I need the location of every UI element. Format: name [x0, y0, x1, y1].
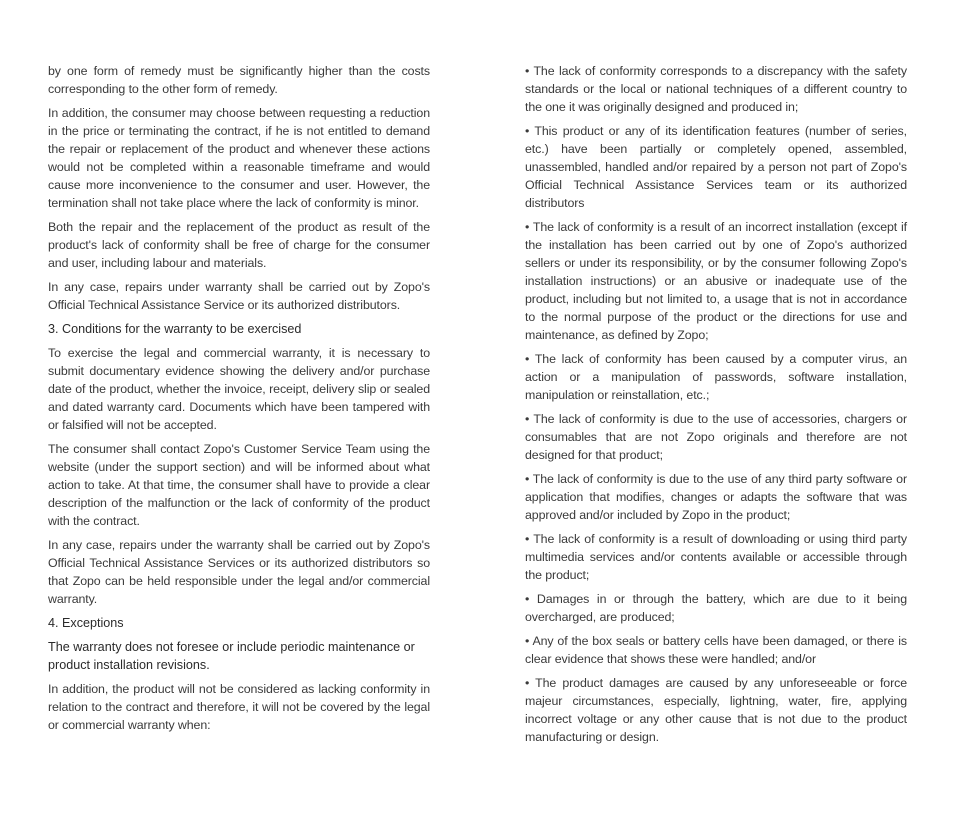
section-heading-conditions: 3. Conditions for the warranty to be exercised: [48, 322, 302, 336]
exception-bullet: • The lack of conformity is a result of an incorrect installation (except if the installation has been carried out by one of Zopo's authorized sellers or under its responsibility, or by the consumer following Zopo's installation instructions) or an abusive or inadequate use of the product, including but not limited to, a usage that is not in accordance to the normal purpose of the product or the directions for use and maintenance, as defined by Zopo;: [525, 220, 907, 342]
exception-bullet: • The lack of conformity is due to the use of any third party software or application that modifies, changes or adapts the software that was approved and/or included by Zopo in the product;: [525, 472, 907, 522]
paragraph-documentary-evidence: To exercise the legal and commercial warranty, it is necessary to submit documentary evidence showing the delivery and/or purchase date of the product, whether the invoice, receipt, delivery slip or sealed and dated warranty card. Documents which have been tampered with or falsified will not be accepted.: [48, 346, 430, 432]
exception-bullet: • The product damages are caused by any unforeseeable or force majeur circumstances, especially, lightning, water, fire, applying incorrect voltage or any other cause that is not due to the product manufacturing or design.: [525, 676, 907, 744]
paragraph-lacking-conformity: In addition, the product will not be considered as lacking conformity in relation to the contract and therefore, it will not be covered by the legal or commercial warranty when:: [48, 682, 430, 732]
paragraph-authorized-repairs: In any case, repairs under the warranty shall be carried out by Zopo's Official Technical Assistance Services or its authorized distributors so that Zopo can be held responsible under the legal and/or commercial warranty.: [48, 538, 430, 606]
paragraph-remedy-cost: by one form of remedy must be significantly higher than the costs corresponding to the other form of remedy.: [48, 64, 430, 96]
exception-bullet: • The lack of conformity is a result of downloading or using third party multimedia services and/or contents available or accessible through the product;: [525, 532, 907, 582]
exception-bullet: • The lack of conformity is due to the use of accessories, chargers or consumables that are not Zopo originals and therefore are not designed for that product;: [525, 412, 907, 462]
exception-bullet: • The lack of conformity corresponds to a discrepancy with the safety standards or the local or national techniques of a different country to the one it was originally designed and produced in;: [525, 64, 907, 114]
exception-bullet: • Damages in or through the battery, which are due to it being overcharged, are produced;: [525, 592, 907, 624]
paragraph-free-repair: Both the repair and the replacement of the product as result of the product's lack of conformity shall be free of charge for the consumer and user, including labour and materials.: [48, 220, 430, 270]
exception-bullet: • This product or any of its identification features (number of series, etc.) have been partially or completely opened, assembled, unassembled, handled and/or repaired by a person not part of Zopo's Official Technical Assistance Services team or its authorized distributors: [525, 124, 907, 210]
paragraph-price-reduction: In addition, the consumer may choose between requesting a reduction in the price or terminating the contract, if he is not entitled to demand the repair or replacement of the product and whenever these actions would not be completed within a reasonable timeframe and would cause more inconvenience to the consumer and user. However, the termination shall not take place where the lack of conformity is minor.: [48, 106, 430, 210]
paragraph-repairs-service: In any case, repairs under warranty shall be carried out by Zopo's Official Technical Assistance Service or its authorized distributors.: [48, 280, 430, 312]
exception-bullet: • The lack of conformity has been caused by a computer virus, an action or a manipulation of passwords, software installation, manipulation or reinstallation, etc.;: [525, 352, 907, 402]
right-page: [525, 62, 907, 752]
paragraph-maintenance-exclusion: The warranty does not foresee or include periodic maintenance or product installation revisions.: [48, 640, 415, 672]
left-page: [48, 62, 430, 740]
exception-bullet: • Any of the box seals or battery cells have been damaged, or there is clear evidence that shows these were handled; and/or: [525, 634, 907, 666]
paragraph-contact-customer-service: The consumer shall contact Zopo's Customer Service Team using the website (under the support section) and will be informed about what action to take. At that time, the consumer shall have to provide a clear description of the malfunction or the lack of conformity of the product with the contract.: [48, 442, 430, 528]
section-heading-exceptions: 4. Exceptions: [48, 616, 124, 630]
